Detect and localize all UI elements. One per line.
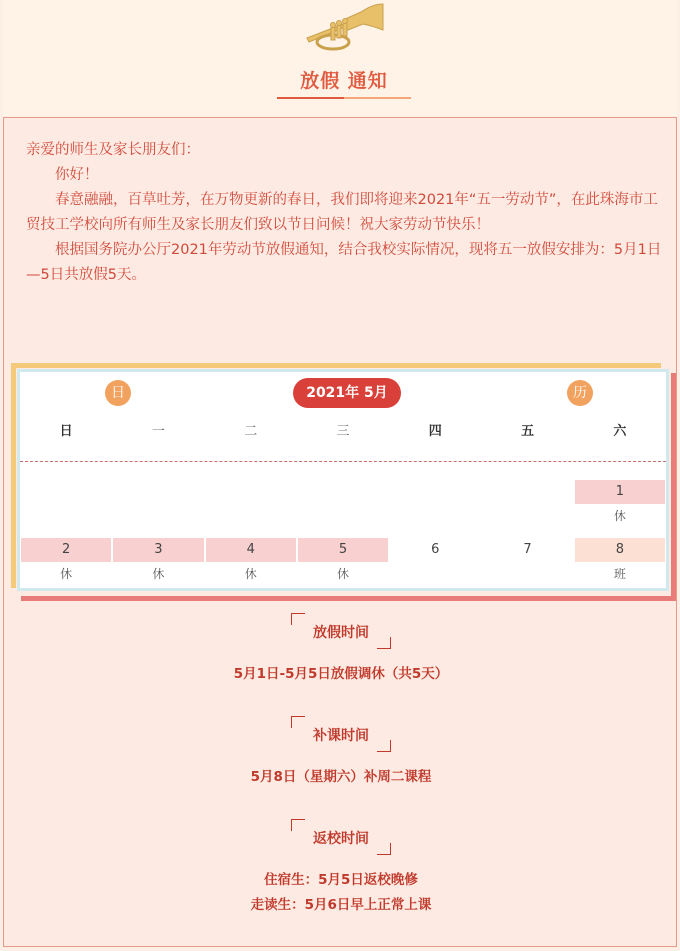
day-tag: 休 [336, 567, 349, 581]
day-cell-may-2 [21, 538, 111, 586]
trumpet-icon [303, 2, 389, 54]
section-makeup-body [4, 765, 678, 790]
day-cell [113, 480, 203, 528]
section-line-day-students: 走读生：5月6日早上正常上课 [250, 897, 432, 913]
calendar [17, 369, 669, 591]
calendar-week-2 [20, 538, 666, 586]
section-holiday-heading [291, 613, 391, 649]
day-cell-may-3 [113, 538, 203, 586]
weekday-thu: 四 [428, 424, 442, 439]
day-cell-may-4 [206, 538, 296, 586]
day-cell [206, 480, 296, 528]
day-cell [390, 480, 480, 528]
calendar-frame [11, 363, 674, 601]
day-cell-may-8 [575, 538, 665, 586]
day-cell [298, 480, 388, 528]
calendar-week-1 [20, 480, 666, 528]
section-line: 5月1日-5月5日放假调休（共5天） [233, 666, 449, 682]
calendar-badge-right: 历 [567, 380, 593, 406]
day-tag [390, 562, 480, 586]
section-line: 5月8日（星期六）补周二课程 [250, 769, 432, 785]
day-tag: 休 [152, 567, 165, 581]
day-number: 2 [21, 538, 111, 562]
day-number: 1 [575, 480, 665, 504]
weekday-mon: 一 [151, 424, 165, 439]
day-number: 3 [113, 538, 203, 562]
weekday-fri: 五 [521, 424, 535, 439]
weekday-sun: 日 [59, 424, 73, 439]
day-tag: 班 [613, 567, 626, 581]
calendar-weekdays [20, 420, 666, 442]
day-cell [482, 480, 572, 528]
weekday-sat: 六 [613, 424, 627, 439]
section-holiday-body [4, 662, 678, 687]
day-number: 5 [298, 538, 388, 562]
letter-paragraph-1: 春意融融，百草吐芳，在万物更新的春日，我们即将迎来2021年“五一劳动节”，在此珠海市工贸技工学校向所有师生及家长朋友们致以节日问候！祝大家劳动节快乐！ [26, 192, 658, 233]
day-number: 8 [575, 538, 665, 562]
title-block [277, 66, 411, 100]
day-number: 4 [206, 538, 296, 562]
weekday-wed: 三 [336, 424, 350, 439]
day-cell-may-1 [575, 480, 665, 528]
day-number: 7 [523, 542, 532, 557]
section-makeup-heading [291, 716, 391, 752]
calendar-badge-left: 日 [105, 380, 131, 406]
day-tag: 休 [244, 567, 257, 581]
section-return-body [4, 868, 678, 918]
letter-body [26, 138, 666, 288]
day-tag: 休 [613, 509, 626, 523]
day-cell-may-7 [482, 538, 572, 586]
title-underline-right [344, 97, 411, 99]
letter-hello: 你好！ [55, 167, 99, 183]
day-cell-may-6 [390, 538, 480, 586]
section-title: 返校时间 [313, 831, 369, 847]
page-title: 放假 通知 [300, 70, 388, 92]
section-return-heading [291, 819, 391, 855]
letter-greeting: 亲爱的师生及家长朋友们： [26, 142, 200, 158]
weekday-tue: 二 [244, 424, 258, 439]
section-title: 补课时间 [313, 728, 369, 744]
day-cell [21, 480, 111, 528]
day-tag [482, 562, 572, 586]
section-title: 放假时间 [313, 625, 369, 641]
notice-card [3, 117, 677, 947]
calendar-month: 2021年 5月 [293, 378, 401, 408]
calendar-divider [20, 461, 666, 462]
header [3, 0, 677, 116]
day-number: 6 [431, 542, 440, 557]
section-line-boarders: 住宿生：5月5日返校晚修 [264, 872, 418, 888]
letter-paragraph-2: 根据国务院办公厅2021年劳动节放假通知，结合我校实际情况，现将五一放假安排为：5月1日—5日共放假5天。 [26, 242, 662, 283]
day-cell-may-5 [298, 538, 388, 586]
day-tag: 休 [60, 567, 73, 581]
title-underline-left [277, 97, 344, 99]
